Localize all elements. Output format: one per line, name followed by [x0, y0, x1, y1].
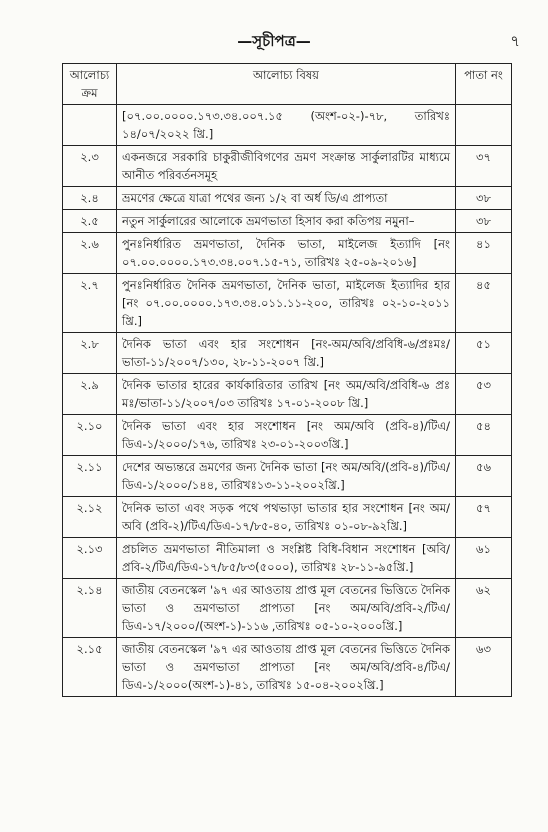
table-row	[63, 187, 512, 210]
serial-cell: ২.৮	[63, 333, 117, 374]
table-row	[63, 105, 512, 146]
serial-cell: ২.১০	[63, 415, 117, 456]
header-serial: আলোচ্য ক্রম	[63, 64, 117, 105]
page-cell: ৬২	[456, 579, 512, 638]
subject-cell: পুনঃনির্ধারিত ভ্রমণভাতা, দৈনিক ভাতা, মাইলেজ ইত্যাদি [নং ০৭.০০.০০০০.১৭৩.৩৪.০০৭.১৫-৭১, তারিখঃ ২৫-০৯-২০১৬]	[117, 233, 456, 274]
subject-cell: দৈনিক ভাতার হারের কার্যকারিতার তারিখ [নং অম/অবি/প্রবিধি-৬ প্রঃ মঃ/ভাতা-১১/২০০৭/০৩ তারিখঃ ১৭-০১-২০০৮ খ্রি.]	[117, 374, 456, 415]
serial-cell: ২.৪	[63, 187, 117, 210]
page-cell: ৫৪	[456, 415, 512, 456]
header-page: পাতা নং	[456, 64, 512, 105]
serial-cell: ২.৯	[63, 374, 117, 415]
toc-table	[62, 63, 512, 697]
serial-cell: ২.১৩	[63, 538, 117, 579]
table-row	[63, 210, 512, 233]
page-cell: ৪১	[456, 233, 512, 274]
subject-cell: দৈনিক ভাতা এবং সড়ক পথে পথভাড়া ভাতার হার সংশোধন [নং অম/অবি (প্রবি-২)/টিএ/ডিএ-১৭/৮৫-৪০, তারিখঃ ০১-০৮-৯২খ্রি.]	[117, 497, 456, 538]
table-row	[63, 579, 512, 638]
subject-cell: জাতীয় বেতনস্কেল '৯৭ এর আওতায় প্রাপ্ত মূল বেতনের ভিত্তিতে দৈনিক ভাতা ও ভ্রমণভাতা প্রাপ্যতা [নং অম/অবি/প্রবি-৪/টিএ/ডিএ-১/২০০০(অংশ-১)-৪১, তারিখঃ ১৫-০৪-২০০২খ্রি.]	[117, 638, 456, 697]
table-row	[63, 233, 512, 274]
table-row	[63, 146, 512, 187]
table-row	[63, 497, 512, 538]
table-row	[63, 538, 512, 579]
table-row	[63, 415, 512, 456]
page-cell: ৬১	[456, 538, 512, 579]
table-row	[63, 374, 512, 415]
table-row	[63, 456, 512, 497]
page-cell: ৫৬	[456, 456, 512, 497]
serial-cell: ২.৬	[63, 233, 117, 274]
serial-cell: ২.১২	[63, 497, 117, 538]
serial-cell: ২.৩	[63, 146, 117, 187]
subject-cell: দৈনিক ভাতা এবং হার সংশোধন [নং-অম/অবি/প্রবিধি-৬/প্রঃমঃ/ভাতা-১১/২০০৭/১৩০, ২৮-১১-২০০৭ খ্রি.]	[117, 333, 456, 374]
subject-cell: দেশের অভ্যন্তরে ভ্রমণের জন্য দৈনিক ভাতা [নং অম/অবি/(প্রবি-৪)/টিএ/ডিএ-১/২০০০/১৪৪, তারিখঃ১৩-১১-২০০২খ্রি.]	[117, 456, 456, 497]
serial-cell: ২.১৫	[63, 638, 117, 697]
serial-cell: ২.৭	[63, 274, 117, 333]
serial-cell: ২.১১	[63, 456, 117, 497]
table-row	[63, 274, 512, 333]
page-cell: ৫৭	[456, 497, 512, 538]
page-cell: ৫১	[456, 333, 512, 374]
page-title: —সূচীপত্র—	[237, 32, 311, 50]
table-row	[63, 333, 512, 374]
page-cell: ৪৫	[456, 274, 512, 333]
page-cell: ৩৮	[456, 210, 512, 233]
subject-cell: একনজরে সরকারি চাকুরীজীবিগণের ভ্রমণ সংক্রান্ত সার্কুলারটির মাধ্যমে আনীত পরিবর্তনসমূহ	[117, 146, 456, 187]
serial-cell: ২.৫	[63, 210, 117, 233]
subject-cell: দৈনিক ভাতা এবং হার সংশোধন [নং অম/অবি (প্রবি-৪)/টিএ/ডিএ-১/২০০০/১৭৬, তারিখঃ ২৩-০১-২০০৩খ্রি.]	[117, 415, 456, 456]
subject-cell: পুনঃনির্ধারিত দৈনিক ভ্রমণভাতা, দৈনিক ভাতা, মাইলেজ ইত্যাদির হার [নং ০৭.০০.০০০০.১৭৩.৩৪.০১১.১১-২০০, তারিখঃ ০২-১০-২০১১ খ্রি.]	[117, 274, 456, 333]
page-cell: ৬৩	[456, 638, 512, 697]
table-header-row	[63, 64, 512, 105]
page-cell: ৩৭	[456, 146, 512, 187]
table-row	[63, 638, 512, 697]
serial-cell: ২.১৪	[63, 579, 117, 638]
serial-cell	[63, 105, 117, 146]
subject-cell: [০৭.০০.০০০০.১৭৩.৩৪.০০৭.১৫ (অংশ-০২-)-৭৮, তারিখঃ ১৪/০৭/২০২২ খ্রি.]	[117, 105, 456, 146]
page-number: ৭	[510, 32, 520, 50]
subject-cell: জাতীয় বেতনস্কেল '৯৭ এর আওতায় প্রাপ্ত মূল বেতনের ভিত্তিতে দৈনিক ভাতা ও ভ্রমণভাতা প্রাপ্যতা [নং অম/অবি/প্রবি-২/টিএ/ডিএ-১৭/২০০০/(অংশ-১)-১১৬ ,তারিখঃ ০৫-১০-২০০০খ্রি.]	[117, 579, 456, 638]
page-cell	[456, 105, 512, 146]
subject-cell: ভ্রমণের ক্ষেত্রে যাত্রা পথের জন্য ১/২ বা অর্ধ ডি/এ প্রাপ্যতা	[117, 187, 456, 210]
page-cell: ৫৩	[456, 374, 512, 415]
page-cell: ৩৮	[456, 187, 512, 210]
subject-cell: প্রচলিত ভ্রমণভাতা নীতিমালা ও সংশ্লিষ্ট বিধি-বিধান সংশোধন [অবি/প্রবি-২/টিএ/ডিএ-১৭/৮৫/৮৩(৫০০০), তারিখঃ ২৮-১১-৯৫খ্রি.]	[117, 538, 456, 579]
subject-cell: নতুন সার্কুলারের আলোকে ভ্রমণভাতা হিসাব করা কতিপয় নমুনা–	[117, 210, 456, 233]
header-subject: আলোচ্য বিষয়	[117, 64, 456, 105]
